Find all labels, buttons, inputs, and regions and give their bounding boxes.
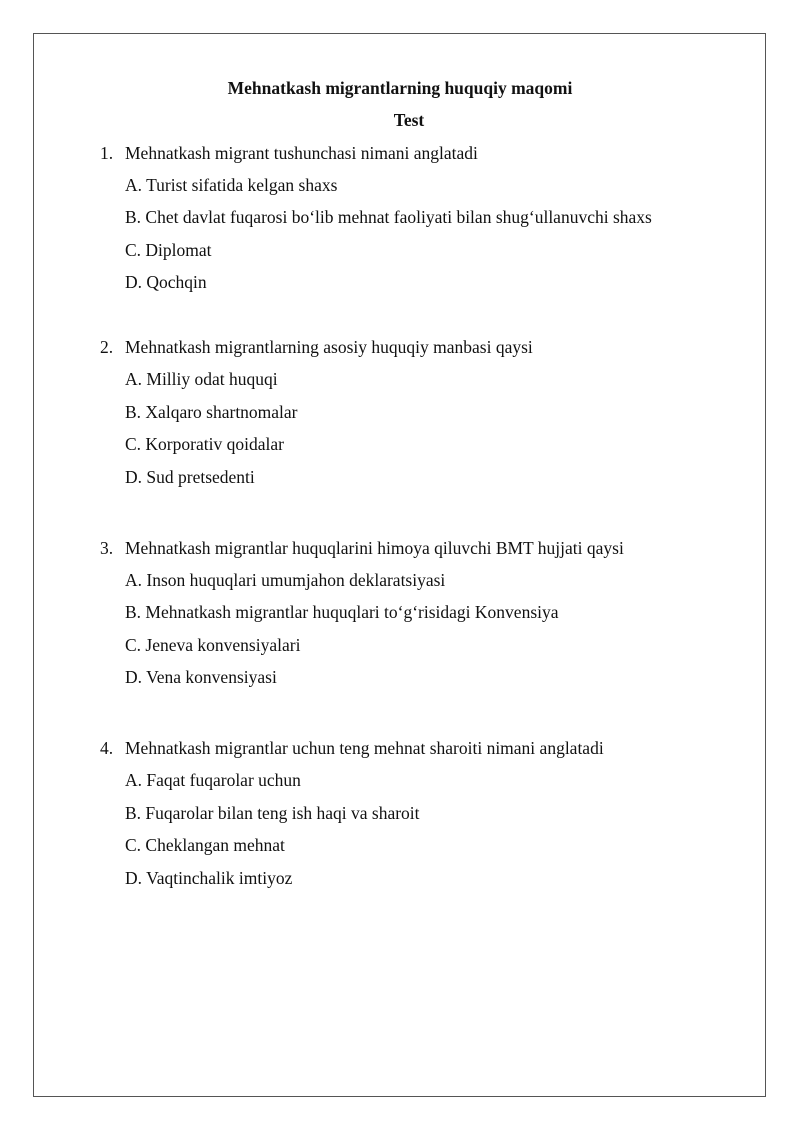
option-a: A. Turist sifatida kelgan shaxs	[125, 175, 338, 195]
option-c: C. Jeneva konvensiyalari	[125, 635, 301, 655]
document-title: Mehnatkash migrantlarning huquqiy maqomi	[227, 78, 573, 98]
option-a: A. Milliy odat huquqi	[125, 369, 278, 389]
option-c: C. Cheklangan mehnat	[125, 835, 285, 855]
question-4-text-row	[100, 737, 604, 759]
option-b: B. Xalqaro shartnomalar	[125, 402, 298, 422]
option-b: B. Fuqarolar bilan teng ish haqi va sharoit	[125, 803, 420, 823]
option-b: B. Mehnatkash migrantlar huquqlari to‘g‘risidagi Konvensiya	[125, 602, 559, 622]
option-c: C. Korporativ qoidalar	[125, 434, 284, 454]
option-d: D. Vaqtinchalik imtiyoz	[125, 868, 293, 888]
question-text: Mehnatkash migrant tushunchasi nimani anglatadi	[125, 143, 478, 163]
question-number: 1.	[100, 143, 114, 163]
option-c: C. Diplomat	[125, 240, 212, 260]
question-text: Mehnatkash migrantlar huquqlarini himoya qiluvchi BMT hujjati qaysi	[125, 538, 624, 558]
option-d: D. Sud pretsedenti	[125, 467, 255, 487]
question-number: 4.	[100, 738, 114, 758]
document-subtitle: Test	[393, 110, 425, 130]
option-a: A. Inson huquqlari umumjahon deklaratsiyasi	[125, 570, 446, 590]
question-text: Mehnatkash migrantlar uchun teng mehnat sharoiti nimani anglatadi	[125, 738, 604, 758]
option-d: D. Qochqin	[125, 272, 207, 292]
question-1-text-row	[100, 142, 478, 164]
option-a: A. Faqat fuqarolar uchun	[125, 770, 301, 790]
option-b: B. Chet davlat fuqarosi bo‘lib mehnat faoliyati bilan shug‘ullanuvchi shaxs	[125, 207, 652, 227]
question-3-text-row	[100, 537, 624, 559]
question-2-text-row	[100, 336, 533, 358]
question-text: Mehnatkash migrantlarning asosiy huquqiy manbasi qaysi	[125, 337, 533, 357]
option-d: D. Vena konvensiyasi	[125, 667, 277, 687]
question-number: 2.	[100, 337, 114, 357]
question-number: 3.	[100, 538, 114, 558]
